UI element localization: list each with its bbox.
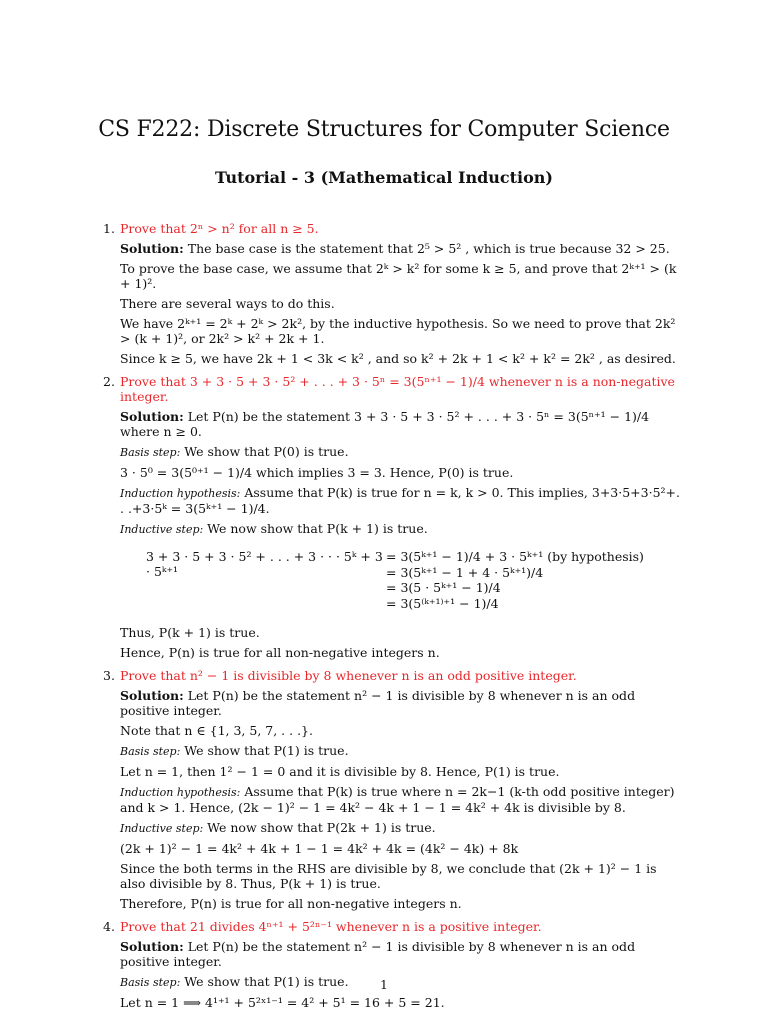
solution-line	[120, 409, 683, 439]
solution-line: Note that n ∈ {1, 3, 5, 7, . . .}.	[120, 723, 313, 738]
equation-step: = 3(5ᵏ⁺¹ − 1)/4 + 3 · 5ᵏ⁺¹ (by hypothesis)	[386, 549, 644, 564]
step-label: Basis step:	[120, 976, 181, 989]
solution-line: Since the both terms in the RHS are divisible by 8, we conclude that (2k + 1)² − 1 is also divisible by 8. Thus, P(k + 1) is true.	[120, 861, 657, 891]
line-text: Let P(n) be the statement n² − 1 is divisible by 8 whenever n is an odd positive integer.	[120, 688, 636, 718]
solution-line	[120, 485, 683, 516]
solution-line	[120, 444, 683, 460]
equation-lhs: 3 + 3 · 5 + 3 · 5² + . . . + 3 · · · 5ᵏ + 3 · 5ᵏ⁺¹	[146, 549, 383, 579]
problem-number: 2.	[103, 374, 115, 389]
problem-3	[103, 668, 683, 911]
problem-2	[103, 374, 683, 660]
equation-step: = 3(5ᵏ⁺¹ − 1 + 4 · 5ᵏ⁺¹)/4	[386, 564, 544, 580]
line-text: The base case is the statement that 2⁵ > 5² , which is true because 32 > 25.	[183, 241, 670, 256]
line-text: We show that P(1) is true.	[180, 743, 349, 758]
problem-1	[103, 221, 683, 366]
aligned-equation	[146, 549, 683, 611]
solution-body	[120, 688, 683, 911]
problem-number: 3.	[103, 668, 115, 683]
solution-label: Solution:	[120, 688, 184, 703]
step-label: Basis step:	[120, 745, 181, 758]
equation-step: = 3(5 · 5ᵏ⁺¹ − 1)/4	[386, 580, 501, 595]
equation-step: = 3(5⁽ᵏ⁺¹⁾⁺¹ − 1)/4	[386, 595, 499, 611]
tutorial-content	[103, 221, 683, 1018]
line-text: Let P(n) be the statement n² − 1 is divisible by 8 whenever n is an odd positive integer.	[120, 939, 636, 969]
solution-line: Let n = 1, then 1² − 1 = 0 and it is divisible by 8. Hence, P(1) is true.	[120, 764, 560, 779]
solution-label: Solution:	[120, 241, 184, 256]
solution-line: To prove the base case, we assume that 2ᵏ > k² for some k ≥ 5, and prove that 2ᵏ⁺¹ > (k + 1)².	[120, 261, 677, 291]
solution-line: We have 2ᵏ⁺¹ = 2ᵏ + 2ᵏ > 2k², by the inductive hypothesis. So we need to prove that 2k² > (k + 1)², or 2k² > k² + 2k + 1.	[120, 316, 676, 346]
line-text: We show that P(0) is true.	[180, 444, 349, 459]
solution-line: Let n = 1 ⟹ 4¹⁺¹ + 5²ˣ¹⁻¹ = 4² + 5¹ = 16 + 5 = 21.	[120, 995, 445, 1010]
problem-statement: Prove that 21 divides 4ⁿ⁺¹ + 5²ⁿ⁻¹ whenever n is a positive integer.	[120, 919, 542, 934]
step-label: Induction hypothesis:	[120, 786, 241, 799]
step-label: Inductive step:	[120, 822, 204, 835]
problem-statement: Prove that n² − 1 is divisible by 8 whenever n is an odd positive integer.	[120, 668, 577, 683]
line-text: Assume that P(k) is true for n = k, k > 0. This implies, 3+3·5+3·5²+. . .+3·5ᵏ = 3(5ᵏ⁺¹ − 1)/4.	[120, 485, 680, 516]
solution-label: Solution:	[120, 939, 184, 954]
solution-line: Therefore, P(n) is true for all non-negative integers n.	[120, 896, 462, 911]
document-subtitle: Tutorial - 3 (Mathematical Induction)	[215, 168, 553, 187]
solution-line	[120, 241, 683, 256]
solution-line: Thus, P(k + 1) is true.	[120, 625, 260, 640]
solution-line	[120, 784, 683, 815]
solution-line	[120, 939, 683, 969]
step-label: Inductive step:	[120, 523, 204, 536]
line-text: We show that P(1) is true.	[180, 974, 349, 989]
solution-line: (2k + 1)² − 1 = 4k² + 4k + 1 − 1 = 4k² + 4k = (4k² − 4k) + 8k	[120, 841, 519, 856]
line-text: We now show that P(k + 1) is true.	[203, 521, 428, 536]
solution-label: Solution:	[120, 409, 184, 424]
problem-4	[103, 919, 683, 1010]
equation-rhs	[386, 549, 644, 611]
solution-line	[120, 521, 683, 537]
problem-number: 1.	[103, 221, 115, 236]
line-text: Assume that P(k) is true where n = 2k−1 (k-th odd positive integer) and k > 1. Hence, (2k − 1)² − 1 = 4k² − 4k + 1 − 1 = 4k² + 4k is divisible by 8.	[120, 784, 675, 815]
page-number: 1	[380, 978, 388, 992]
line-text: We now show that P(2k + 1) is true.	[203, 820, 436, 835]
solution-line: Hence, P(n) is true for all non-negative integers n.	[120, 645, 440, 660]
problem-statement: Prove that 2ⁿ > n² for all n ≥ 5.	[120, 221, 319, 236]
solution-line	[120, 743, 683, 759]
step-label: Induction hypothesis:	[120, 487, 241, 500]
solution-body	[120, 939, 683, 1010]
step-label: Basis step:	[120, 446, 181, 459]
solution-line	[120, 820, 683, 836]
solution-line: Since k ≥ 5, we have 2k + 1 < 3k < k² , and so k² + 2k + 1 < k² + k² = 2k² , as desired.	[120, 351, 676, 366]
solution-line: There are several ways to do this.	[120, 296, 335, 311]
problem-statement: Prove that 3 + 3 · 5 + 3 · 5² + . . . + 3 · 5ⁿ = 3(5ⁿ⁺¹ − 1)/4 whenever n is a non-negative integer.	[120, 374, 675, 404]
solution-line: 3 · 5⁰ = 3(5⁰⁺¹ − 1)/4 which implies 3 = 3. Hence, P(0) is true.	[120, 465, 514, 480]
line-text: Let P(n) be the statement 3 + 3 · 5 + 3 · 5² + . . . + 3 · 5ⁿ = 3(5ⁿ⁺¹ − 1)/4 where n ≥ 0.	[120, 409, 650, 439]
solution-body	[120, 409, 683, 660]
solution-line	[120, 688, 683, 718]
solution-body	[120, 241, 683, 366]
document-title: CS F222: Discrete Structures for Computer Science	[98, 117, 670, 142]
problem-number: 4.	[103, 919, 115, 934]
